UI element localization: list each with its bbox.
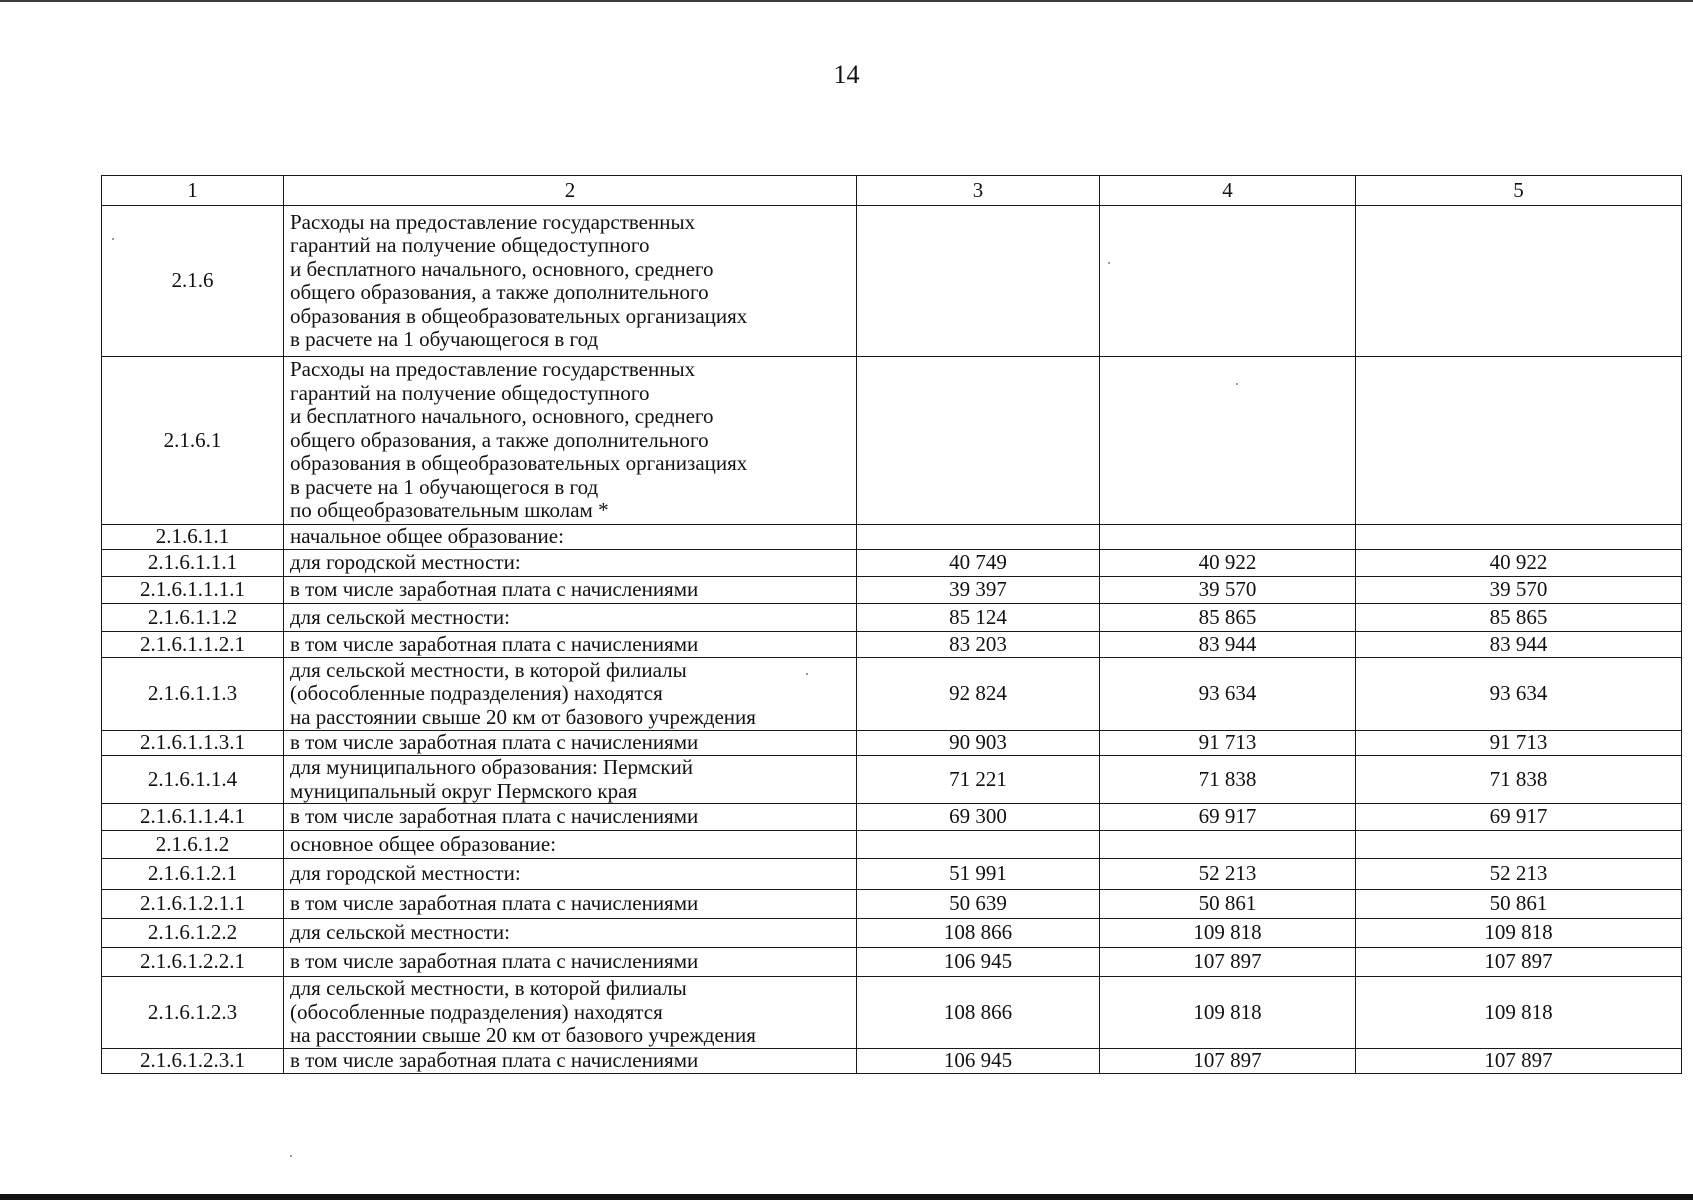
header-cell-3: 3 bbox=[857, 176, 1100, 206]
row-value-col5-cell: 69 917 bbox=[1356, 804, 1682, 831]
row-value-col4-cell: 39 570 bbox=[1100, 577, 1356, 604]
row-name-cell: для сельской местности: bbox=[284, 604, 857, 632]
row-name-cell: для сельской местности: bbox=[284, 919, 857, 948]
table-row bbox=[102, 831, 1682, 859]
row-value-col4-cell: 93 634 bbox=[1100, 658, 1356, 731]
row-value-col3-cell bbox=[857, 831, 1100, 859]
row-value-col4-cell bbox=[1100, 357, 1356, 525]
row-code-cell: 2.1.6.1.1.4 bbox=[102, 756, 284, 804]
row-code-cell: 2.1.6.1.2.3 bbox=[102, 977, 284, 1049]
row-value-col4-cell: 85 865 bbox=[1100, 604, 1356, 632]
row-value-col4-cell bbox=[1100, 831, 1356, 859]
row-value-col3-cell: 92 824 bbox=[857, 658, 1100, 731]
row-name-cell: начальное общее образование: bbox=[284, 525, 857, 550]
row-value-col3-cell: 106 945 bbox=[857, 948, 1100, 977]
row-value-col3-cell: 51 991 bbox=[857, 859, 1100, 890]
row-value-col5-cell: 50 861 bbox=[1356, 890, 1682, 919]
table-row bbox=[102, 525, 1682, 550]
row-value-col4-cell: 109 818 bbox=[1100, 977, 1356, 1049]
row-code-cell: 2.1.6.1.2.1 bbox=[102, 859, 284, 890]
row-value-col4-cell bbox=[1100, 525, 1356, 550]
row-value-col5-cell: 39 570 bbox=[1356, 577, 1682, 604]
row-value-col5-cell: 109 818 bbox=[1356, 919, 1682, 948]
row-name-cell: Расходы на предоставление государственных гарантий на получение общедоступного и бесплатного начального, основного, среднего общего образования, а также дополнительного образования в общеобразовательных организациях в расчете на 1 обучающегося в год bbox=[284, 206, 857, 357]
row-code-cell: 2.1.6.1.2.3.1 bbox=[102, 1048, 284, 1073]
scan-speck bbox=[1236, 383, 1238, 385]
row-value-col3-cell bbox=[857, 357, 1100, 525]
table-row bbox=[102, 919, 1682, 948]
row-value-col3-cell: 39 397 bbox=[857, 577, 1100, 604]
row-value-col4-cell: 50 861 bbox=[1100, 890, 1356, 919]
row-name-cell: в том числе заработная плата с начислениями bbox=[284, 948, 857, 977]
header-cell-2: 2 bbox=[284, 176, 857, 206]
row-value-col5-cell: 83 944 bbox=[1356, 632, 1682, 658]
row-value-col3-cell: 90 903 bbox=[857, 731, 1100, 756]
row-value-col4-cell: 40 922 bbox=[1100, 550, 1356, 577]
row-name-cell: Расходы на предоставление государственных гарантий на получение общедоступного и бесплатного начального, основного, среднего общего образования, а также дополнительного образования в общеобразовательных организациях в расчете на 1 обучающегося в год по общеобразовательным школам * bbox=[284, 357, 857, 525]
row-value-col5-cell bbox=[1356, 525, 1682, 550]
row-name-cell: для городской местности: bbox=[284, 550, 857, 577]
row-name-cell: в том числе заработная плата с начислениями bbox=[284, 577, 857, 604]
table-header-row bbox=[102, 176, 1682, 206]
row-value-col3-cell: 108 866 bbox=[857, 919, 1100, 948]
row-code-cell: 2.1.6.1.1 bbox=[102, 525, 284, 550]
scan-speck bbox=[112, 238, 114, 240]
table-row bbox=[102, 577, 1682, 604]
table-row bbox=[102, 1048, 1682, 1073]
table-row bbox=[102, 948, 1682, 977]
row-code-cell: 2.1.6.1.1.3.1 bbox=[102, 731, 284, 756]
row-value-col4-cell: 52 213 bbox=[1100, 859, 1356, 890]
scan-speck bbox=[1108, 262, 1110, 264]
table-row bbox=[102, 357, 1682, 525]
row-value-col4-cell: 91 713 bbox=[1100, 731, 1356, 756]
row-name-cell: в том числе заработная плата с начислениями bbox=[284, 890, 857, 919]
row-name-cell: в том числе заработная плата с начислениями bbox=[284, 632, 857, 658]
table-row bbox=[102, 804, 1682, 831]
row-code-cell: 2.1.6.1.2 bbox=[102, 831, 284, 859]
row-value-col3-cell: 106 945 bbox=[857, 1048, 1100, 1073]
scan-bottom-edge bbox=[0, 1194, 1693, 1200]
row-value-col5-cell: 85 865 bbox=[1356, 604, 1682, 632]
row-name-cell: в том числе заработная плата с начислениями bbox=[284, 1048, 857, 1073]
row-code-cell: 2.1.6.1.1.1.1 bbox=[102, 577, 284, 604]
row-value-col3-cell bbox=[857, 206, 1100, 357]
row-value-col4-cell: 69 917 bbox=[1100, 804, 1356, 831]
row-name-cell: для городской местности: bbox=[284, 859, 857, 890]
data-table bbox=[101, 175, 1682, 1074]
row-name-cell: в том числе заработная плата с начислениями bbox=[284, 804, 857, 831]
row-value-col3-cell: 69 300 bbox=[857, 804, 1100, 831]
row-value-col5-cell bbox=[1356, 357, 1682, 525]
row-value-col4-cell: 107 897 bbox=[1100, 948, 1356, 977]
table-row bbox=[102, 550, 1682, 577]
row-value-col5-cell: 40 922 bbox=[1356, 550, 1682, 577]
table-row bbox=[102, 731, 1682, 756]
row-value-col5-cell: 93 634 bbox=[1356, 658, 1682, 731]
table-row bbox=[102, 604, 1682, 632]
row-value-col5-cell: 107 897 bbox=[1356, 1048, 1682, 1073]
row-name-cell: для муниципального образования: Пермский муниципальный округ Пермского края bbox=[284, 756, 857, 804]
row-code-cell: 2.1.6 bbox=[102, 206, 284, 357]
row-value-col5-cell bbox=[1356, 206, 1682, 357]
table-body bbox=[102, 176, 1682, 1074]
table-row bbox=[102, 890, 1682, 919]
row-name-cell: основное общее образование: bbox=[284, 831, 857, 859]
row-code-cell: 2.1.6.1.1.3 bbox=[102, 658, 284, 731]
row-value-col4-cell: 107 897 bbox=[1100, 1048, 1356, 1073]
row-code-cell: 2.1.6.1.2.2.1 bbox=[102, 948, 284, 977]
row-name-cell: для сельской местности, в которой филиалы (обособленные подразделения) находятся на расстоянии свыше 20 км от базового учреждения bbox=[284, 658, 857, 731]
row-value-col3-cell: 50 639 bbox=[857, 890, 1100, 919]
row-value-col3-cell bbox=[857, 525, 1100, 550]
row-value-col3-cell: 40 749 bbox=[857, 550, 1100, 577]
table-row bbox=[102, 658, 1682, 731]
page-number: 14 bbox=[833, 60, 860, 89]
row-code-cell: 2.1.6.1.1.4.1 bbox=[102, 804, 284, 831]
row-code-cell: 2.1.6.1.2.1.1 bbox=[102, 890, 284, 919]
row-value-col5-cell: 109 818 bbox=[1356, 977, 1682, 1049]
scan-speck bbox=[290, 1155, 292, 1157]
row-value-col5-cell: 91 713 bbox=[1356, 731, 1682, 756]
row-value-col5-cell: 71 838 bbox=[1356, 756, 1682, 804]
row-code-cell: 2.1.6.1.2.2 bbox=[102, 919, 284, 948]
table-row bbox=[102, 977, 1682, 1049]
table-row bbox=[102, 859, 1682, 890]
row-value-col4-cell bbox=[1100, 206, 1356, 357]
row-value-col5-cell: 107 897 bbox=[1356, 948, 1682, 977]
header-cell-4: 4 bbox=[1100, 176, 1356, 206]
table-row bbox=[102, 756, 1682, 804]
row-value-col5-cell bbox=[1356, 831, 1682, 859]
row-value-col3-cell: 85 124 bbox=[857, 604, 1100, 632]
header-cell-1: 1 bbox=[102, 176, 284, 206]
header-cell-5: 5 bbox=[1356, 176, 1682, 206]
table-row bbox=[102, 632, 1682, 658]
row-value-col3-cell: 71 221 bbox=[857, 756, 1100, 804]
table-row bbox=[102, 206, 1682, 357]
row-value-col3-cell: 83 203 bbox=[857, 632, 1100, 658]
row-name-cell: для сельской местности, в которой филиалы (обособленные подразделения) находятся на расстоянии свыше 20 км от базового учреждения bbox=[284, 977, 857, 1049]
row-code-cell: 2.1.6.1.1.2 bbox=[102, 604, 284, 632]
row-value-col4-cell: 83 944 bbox=[1100, 632, 1356, 658]
row-value-col4-cell: 71 838 bbox=[1100, 756, 1356, 804]
scan-speck bbox=[806, 673, 808, 675]
row-name-cell: в том числе заработная плата с начислениями bbox=[284, 731, 857, 756]
row-code-cell: 2.1.6.1.1.1 bbox=[102, 550, 284, 577]
row-code-cell: 2.1.6.1 bbox=[102, 357, 284, 525]
row-value-col3-cell: 108 866 bbox=[857, 977, 1100, 1049]
row-code-cell: 2.1.6.1.1.2.1 bbox=[102, 632, 284, 658]
row-value-col4-cell: 109 818 bbox=[1100, 919, 1356, 948]
row-value-col5-cell: 52 213 bbox=[1356, 859, 1682, 890]
scan-top-edge bbox=[0, 0, 1693, 2]
